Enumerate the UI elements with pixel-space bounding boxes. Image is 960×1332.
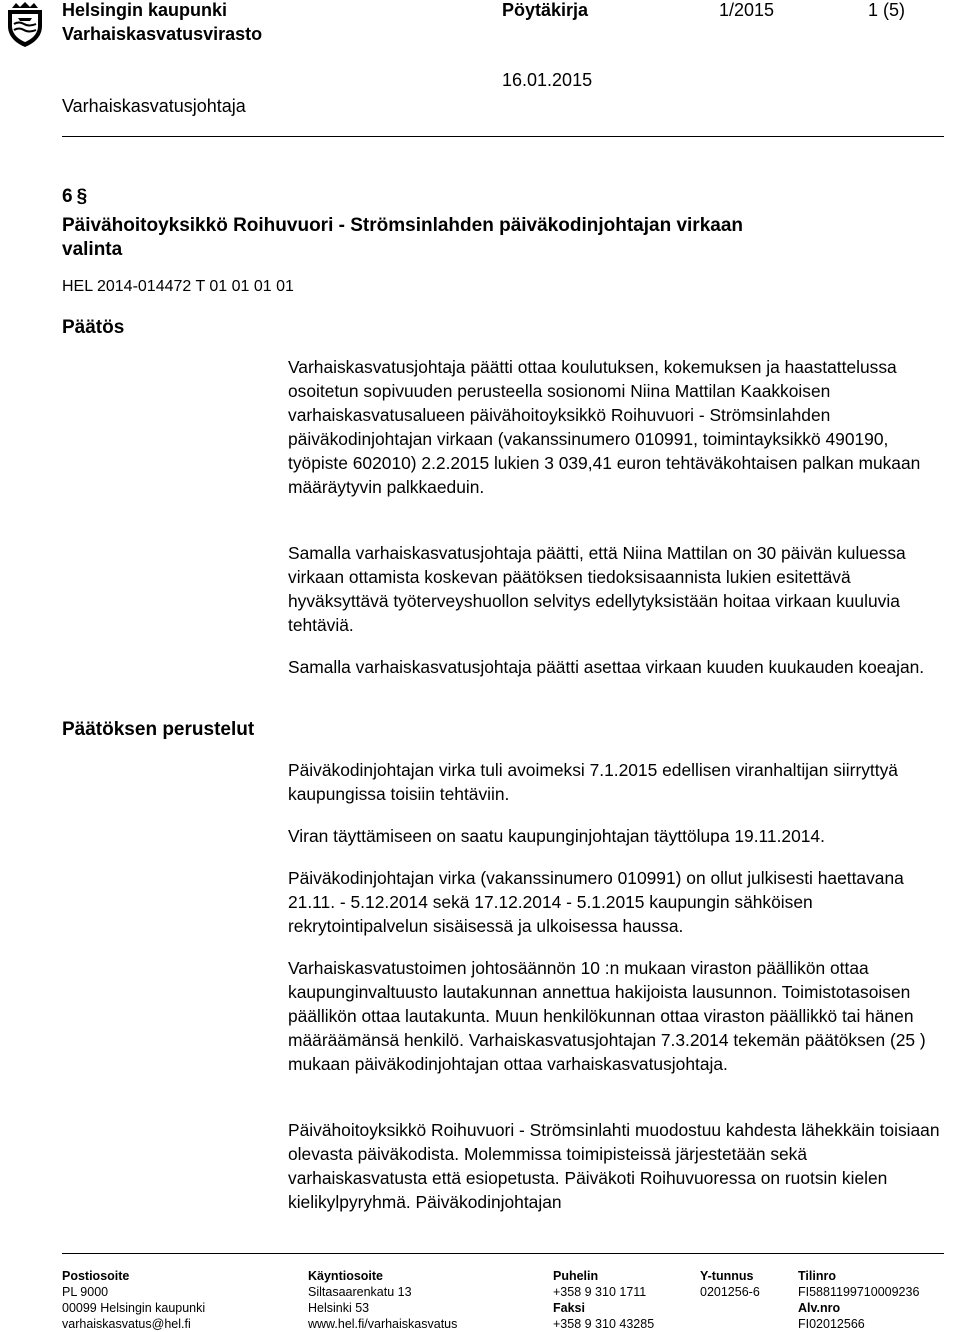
helsinki-coat-of-arms-logo <box>2 0 48 48</box>
footer-business-id: Y-tunnus 0201256-6 <box>700 1269 760 1299</box>
rationale-heading: Päätöksen perustelut <box>62 719 255 740</box>
footer-visiting-address: Käyntiosoite Siltasaarenkatu 13 Helsinki 53 www.hel.fi/varhaiskasvatus <box>308 1269 458 1331</box>
decision-paragraph: Varhaiskasvatusjohtaja päätti ottaa koulutuksen, kokemuksen ja haastattelussa osoitetun sopivuuden perusteella sosionomi Niina Mattilan Kaakkoisen varhaiskasvatusalueen päivähoitoyksikkö Roihuvuori - Strömsinlahden päiväkodinjohtajan virkaan (vakanssinumero 010991, toimintayksikkö 490190, työpiste 602010) 2.2.2015 lukien 3 039,41 euron tehtäväkohtaisen palkan mukaan määräytyvin palkkaeduin. <box>288 357 921 497</box>
section-title: Päivähoitoyksikkö Roihuvuori - Strömsinlahden päiväkodinjohtajan virkaan valinta <box>62 215 743 260</box>
decision-paragraph: Samalla varhaiskasvatusjohtaja päätti asettaa virkaan kuuden kuukauden koeajan. <box>288 657 925 677</box>
footer-account: Tilinro FI5881199710009236 Alv.nro FI02012566 <box>798 1269 920 1331</box>
header-official: Varhaiskasvatusjohtaja <box>62 96 246 116</box>
header-agency: Varhaiskasvatusvirasto <box>62 24 263 44</box>
footer-divider <box>62 1253 944 1254</box>
footer-postal-address: Postiosoite PL 9000 00099 Helsingin kaupunki varhaiskasvatus@hel.fi <box>62 1269 206 1331</box>
diary-number: HEL 2014-014472 T 01 01 01 01 <box>62 278 294 295</box>
rationale-paragraph: Päivähoitoyksikkö Roihuvuori - Strömsinlahti muodostuu kahdesta lähekkäin toisiaan olevasta päiväkodista. Molemmissa toimipisteissä järjestetään sekä varhaiskasvatusta että esiopetusta. Päiväkoti Roihuvuoressa on ruotsin kielen kielikylpyryhmä. Päiväkodinjohtajan <box>288 1120 940 1212</box>
section-number: 6 § <box>62 186 88 207</box>
header-divider <box>62 136 944 137</box>
rationale-paragraph: Varhaiskasvatustoimen johtosäännön 10 :n mukaan viraston päällikön ottaa kaupunginvaltuusto lautakunnan annettua hakijoista lausunnon. Toimistotasoisen päällikön ottaa lautakunta. Muun henkilökunnan ottaa viraston päällikkö tai hänen määräämänsä henkilö. Varhaiskasvatusjohtajan 7.3.2014 tekemän päätöksen (25 ) mukaan päiväkodinjohtajan ottaa varhaiskasvatusjohtaja. <box>288 958 926 1074</box>
header-doc-number: 1/2015 <box>719 0 775 20</box>
rationale-paragraph: Päiväkodinjohtajan virka (vakanssinumero 010991) on ollut julkisesti haettavana 21.11. - 5.12.2014 sekä 17.12.2014 - 5.1.2015 kaupungin sähköisen rekrytointipalvelun sisäisessä ja ulkoisessa haussa. <box>288 868 904 936</box>
rationale-paragraph: Päiväkodinjohtajan virka tuli avoimeksi 7.1.2015 edellisen viranhaltijan siirryttyä kaupungissa toisiin tehtäviin. <box>288 760 898 804</box>
header-date: 16.01.2015 <box>502 70 593 90</box>
footer-website-link[interactable]: www.hel.fi/varhaiskasvatus <box>308 1317 458 1331</box>
decision-paragraph: Samalla varhaiskasvatusjohtaja päätti, että Niina Mattilan on 30 päivän kuluessa virkaan ottamista koskevan päätöksen tiedoksisaannista lukien esitettävä hyväksyttävä työterveyshuollon selvitys edellytyksistään hoitaa virkaan kuuluvia tehtäviä. <box>288 543 906 635</box>
rationale-body <box>288 758 948 1214</box>
header-doc-type: Pöytäkirja <box>502 0 589 20</box>
rationale-paragraph: Viran täyttämiseen on saatu kaupunginjohtajan täyttölupa 19.11.2014. <box>288 826 825 846</box>
footer-phone: Puhelin +358 9 310 1711 Faksi +358 9 310 43285 <box>553 1269 655 1331</box>
header-city: Helsingin kaupunki <box>62 0 228 20</box>
footer-email-link[interactable]: varhaiskasvatus@hel.fi <box>62 1317 191 1331</box>
decision-heading: Päätös <box>62 317 125 338</box>
section-sign-icon: § <box>76 186 88 207</box>
header-page-number: 1 (5) <box>868 0 906 20</box>
decision-body <box>288 355 948 679</box>
